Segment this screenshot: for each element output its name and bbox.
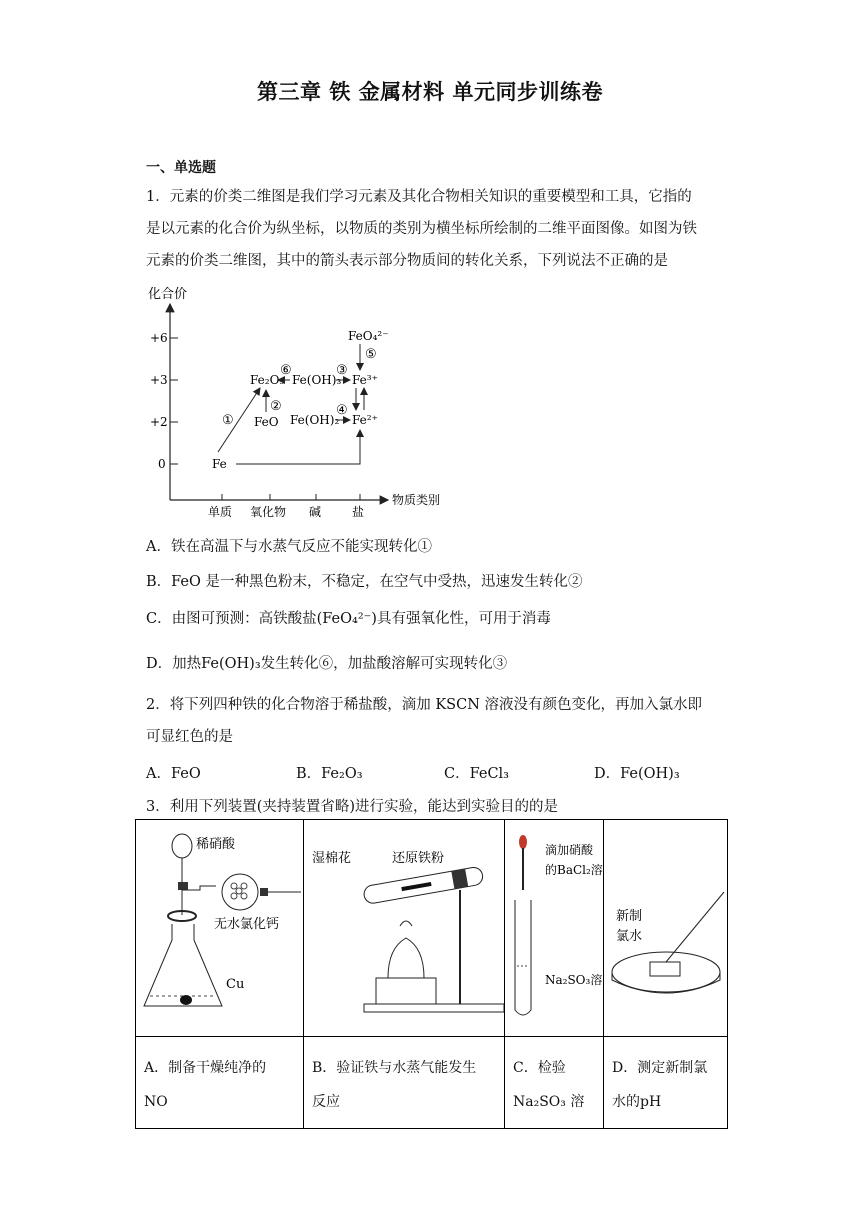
q1-option-c-post: )具有强氧化性，可用于消毒 (371, 611, 551, 627)
caption-a (136, 1037, 304, 1129)
label-bacl2: 的BaCl₂溶 (545, 863, 603, 877)
label-add-nitric: 滴加硝酸 (545, 843, 594, 857)
q1-option-b: B．FeO 是一种黑色粉末，不稳定，在空气中受热，迅速发生转化② (146, 574, 583, 590)
q2-line-1: 2．将下列四种铁的化合物溶于稀盐酸，滴加 KSCN 溶液没有颜色变化，再加入氯水即 (146, 697, 702, 713)
x-tick-base: 碱 (309, 505, 322, 519)
x-tick-salt: 盐 (352, 505, 365, 519)
question-3-stem: 3．利用下列装置(夹持装置省略)进行实验，能达到实验目的的是 (146, 799, 559, 815)
label-6: ⑥ (280, 363, 292, 378)
label-cu: Cu (226, 977, 245, 992)
label-wet-cotton: 湿棉花 (312, 851, 352, 866)
arrow-fe-to-fe2 (236, 430, 360, 464)
caption-b-line-2: 反应 (312, 1094, 340, 1110)
label-anhydrous-cacl2: 无水氯化钙 (214, 917, 280, 932)
x-axis-label: 物质类别 (392, 493, 441, 507)
apparatus-a-figure (136, 820, 303, 1032)
q1-option-d (146, 652, 507, 673)
q2-option-c: C．FeCl₃ (444, 766, 509, 782)
species-feo4: FeO₄²⁻ (348, 329, 389, 343)
apparatus-d-figure (604, 820, 727, 1032)
label-1: ① (222, 413, 234, 428)
apparatus-b-cell (304, 820, 505, 1037)
label-reduced-iron-powder: 还原铁粉 (392, 851, 445, 866)
caption-a-line-2: NO (144, 1094, 168, 1110)
q1-line-3: 元素的价类二维图，其中的箭头表示部分物质间的转化关系，下列说法不正确的是 (146, 253, 668, 269)
y-tick-0: 0 (158, 457, 166, 471)
label-2: ② (270, 399, 282, 414)
section-heading: 一、单选题 (146, 160, 216, 176)
label-dilute-nitric-acid: 稀硝酸 (196, 837, 236, 852)
y-tick-3: +3 (150, 373, 168, 387)
caption-c (505, 1037, 604, 1129)
caption-a-line-1: A．制备干燥纯净的 (144, 1060, 267, 1076)
species-fe2: Fe²⁺ (352, 413, 378, 427)
q1-option-d-pre: D．加热 (146, 656, 202, 672)
label-5: ⑤ (365, 347, 377, 362)
q1-line-2: 是以元素的化合价为纵坐标，以物质的类别为横坐标所绘制的二维平面图像。如图为铁 (146, 221, 697, 237)
species-fe2o3: Fe₂O₃ (250, 373, 285, 387)
label-fresh: 新制 (616, 909, 643, 924)
iron-valence-class-diagram (140, 284, 460, 524)
q1-option-a: A．铁在高温下与水蒸气反应不能实现转化① (146, 539, 432, 555)
label-na2so3: Na₂SO₃溶 (545, 973, 603, 987)
question-1-stem (146, 181, 721, 277)
species-fe: Fe (212, 457, 227, 471)
q2-option-d: D．Fe(OH)₃ (594, 766, 680, 782)
q1-option-c-formula: FeO₄²⁻ (322, 611, 372, 627)
q2-option-b: B．Fe₂O₃ (296, 766, 363, 782)
caption-c-line-1: C．检验 (513, 1060, 566, 1076)
caption-b (304, 1037, 505, 1129)
caption-d-line-1: D．测定新制氯 (612, 1060, 708, 1076)
apparatus-d-cell (604, 820, 728, 1037)
apparatus-c-figure (505, 820, 603, 1032)
apparatus-b-figure (304, 820, 504, 1032)
caption-d (604, 1037, 728, 1129)
apparatus-a-cell (136, 820, 304, 1037)
q1-option-d-formula: Fe(OH)₃ (201, 656, 261, 672)
apparatus-c-cell (505, 820, 604, 1037)
label-4: ④ (336, 403, 348, 418)
q1-option-d-post: 发生转化⑥，加盐酸溶解可实现转化③ (260, 656, 508, 672)
label-3: ③ (336, 363, 348, 378)
x-tick-oxide: 氧化物 (250, 505, 287, 519)
q1-option-c-pre: C．由图可预测：高铁酸盐( (146, 611, 323, 627)
species-fe3: Fe³⁺ (352, 373, 378, 387)
caption-b-line-1: B．验证铁与水蒸气能发生 (312, 1060, 477, 1076)
y-tick-2: +2 (150, 415, 168, 429)
q2-option-a: A．FeO (146, 766, 201, 782)
caption-c-line-2: Na₂SO₃ 溶 (513, 1094, 585, 1110)
species-feoh3: Fe(OH)₃ (292, 373, 342, 387)
species-feoh2: Fe(OH)₂ (290, 413, 340, 427)
species-feo: FeO (254, 415, 279, 429)
x-tick-element: 单质 (208, 505, 233, 519)
y-axis-label: 化合价 (148, 287, 188, 302)
apparatus-table (135, 819, 728, 1129)
q2-line-2: 可显红色的是 (146, 729, 233, 745)
y-tick-6: +6 (150, 331, 168, 345)
question-2-stem (146, 689, 721, 753)
label-chlorine-water: 氯水 (616, 929, 643, 944)
page-title: 第三章 铁 金属材料 单元同步训练卷 (257, 80, 603, 104)
caption-d-line-2: 水的pH (612, 1094, 662, 1110)
q1-option-c (146, 607, 551, 628)
q1-line-1: 1．元素的价类二维图是我们学习元素及其化合物相关知识的重要模型和工具，它指的 (146, 189, 692, 205)
